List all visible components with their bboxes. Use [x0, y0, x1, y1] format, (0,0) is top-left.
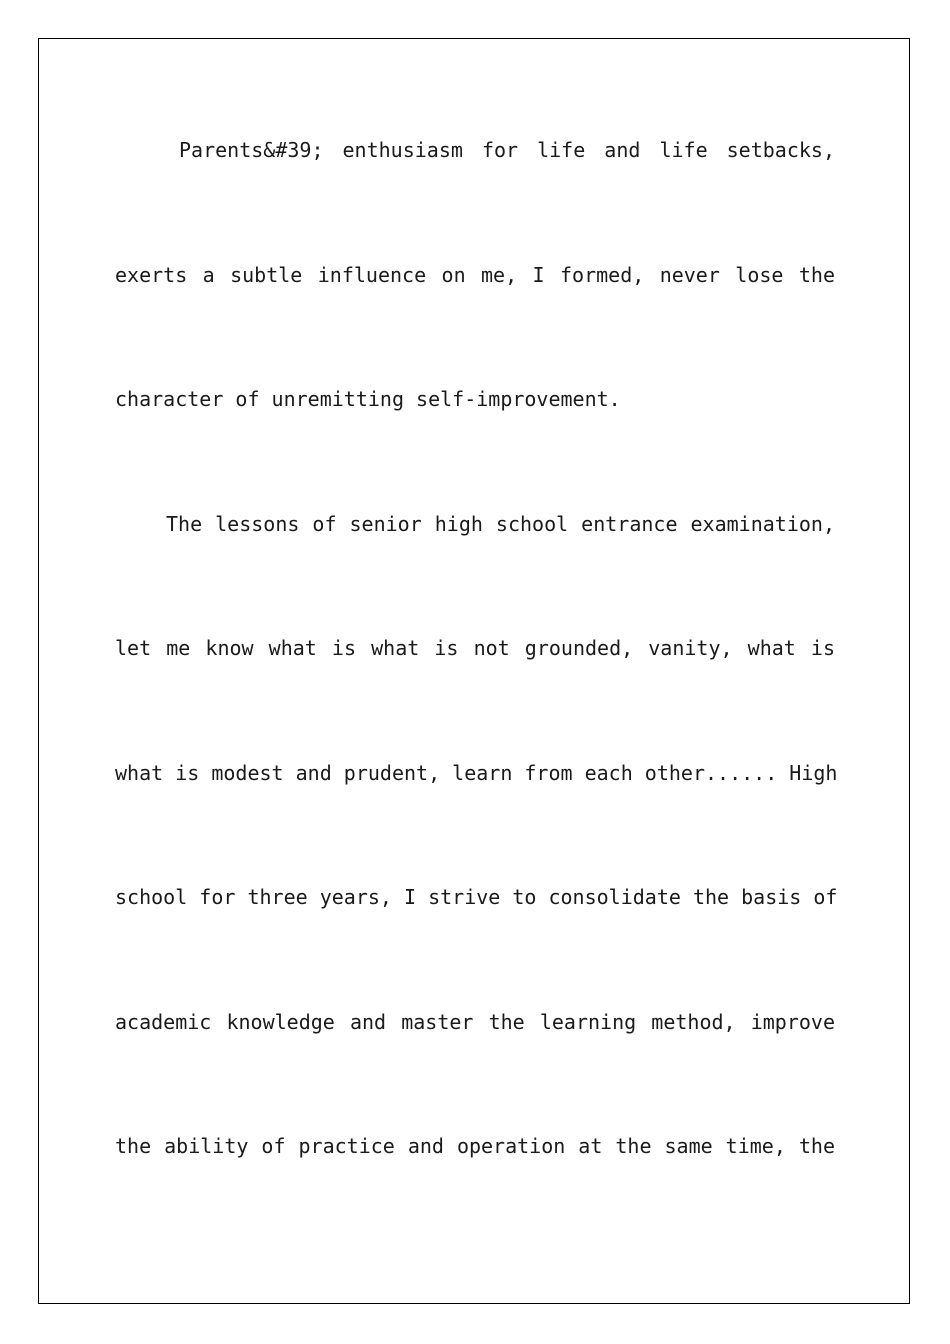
paragraph-2-line-1: The lessons of senior high school entrance examination, — [166, 511, 835, 536]
paragraph-2-line-5: academic knowledge and master the learning method, improve — [115, 1009, 835, 1034]
paragraph-1-line-3: character of unremitting self-improvement. — [115, 387, 621, 411]
document-body — [115, 120, 838, 1241]
paragraph-2-line-4: school for three years, I strive to consolidate the basis of — [115, 885, 838, 909]
paragraph-2-line-3: what is modest and prudent, learn from each other...... High — [115, 760, 838, 785]
paragraph-1-line-1: Parents&#39; enthusiasm for life and life setbacks, — [179, 138, 835, 162]
paragraph-2-line-2: let me know what is what is not grounded, vanity, what is — [115, 636, 835, 660]
paragraph-1-line-2: exerts a subtle influence on me, I formed, never lose the — [115, 262, 835, 287]
paragraph-2-line-6: the ability of practice and operation at the same time, the — [115, 1134, 835, 1158]
